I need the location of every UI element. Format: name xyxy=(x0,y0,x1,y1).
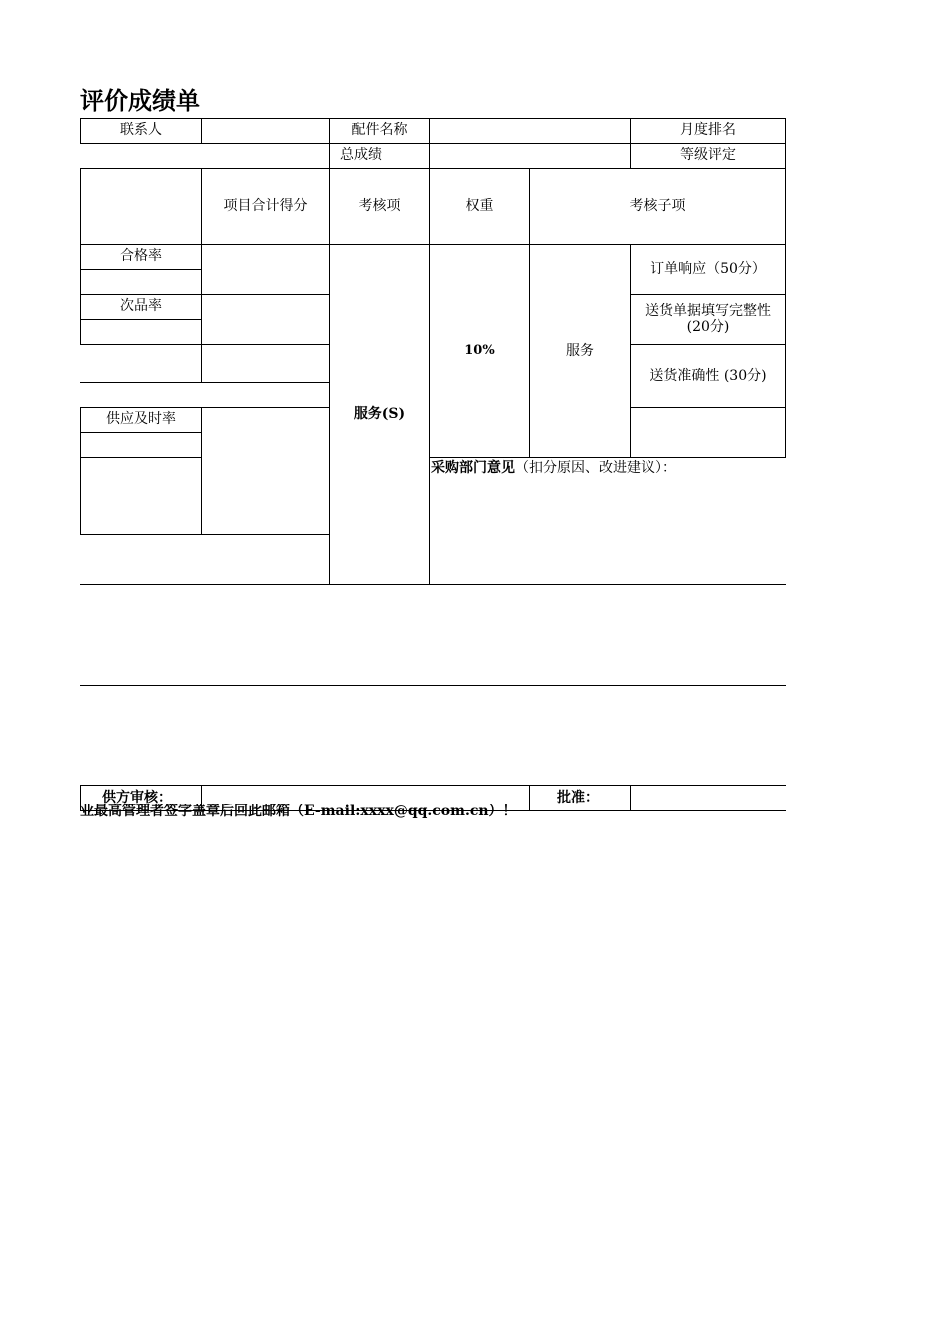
supplier-review-label: 供方审核： xyxy=(102,790,172,806)
supply-timeliness-field[interactable] xyxy=(81,433,201,457)
monthly-rank-label: 月度排名 xyxy=(680,122,736,138)
sub-item-delivery-doc: 送货单据填写完整性 xyxy=(645,303,771,319)
pass-rate-field[interactable] xyxy=(81,270,201,294)
supply-timeliness-label: 供应及时率 xyxy=(106,411,176,427)
sub-item-blank-field[interactable] xyxy=(631,408,785,457)
pass-rate-label: 合格率 xyxy=(120,248,162,264)
opinion-textarea[interactable] xyxy=(430,478,786,584)
defect-rate-label: 次品率 xyxy=(120,298,162,314)
footer-note-clip xyxy=(80,804,517,818)
assessment-item-header: 考核项 xyxy=(358,198,401,214)
service-category: 服务 xyxy=(566,343,594,359)
opinion-heading xyxy=(431,460,676,476)
contact-label: 联系人 xyxy=(120,122,162,138)
footer-note: 业最高管理者签字盖章后回此邮箱（E-mail:xxxx@qq.com.cn）！ xyxy=(80,804,517,818)
sub-item-delivery-accuracy: 送货准确性 (30分) xyxy=(649,368,767,384)
sub-item-delivery-doc-score: (20分) xyxy=(686,319,730,335)
service-item: 服务(S) xyxy=(353,406,406,422)
total-score-label: 总成绩 xyxy=(340,147,382,163)
grade-label: 等级评定 xyxy=(680,147,736,163)
contact-field[interactable] xyxy=(202,119,329,143)
part-name-field[interactable] xyxy=(430,119,630,143)
total-score-field[interactable] xyxy=(430,144,630,168)
sub-item-header: 考核子项 xyxy=(629,198,686,214)
weight-header: 权重 xyxy=(465,198,494,214)
opinion-label: 采购部门意见 xyxy=(431,460,515,476)
defect-rate-field[interactable] xyxy=(81,320,201,344)
approve-field[interactable] xyxy=(631,786,786,810)
approve-label: 批准： xyxy=(557,790,599,806)
sub-item-order-response: 订单响应（50分） xyxy=(650,261,766,277)
page-title: 评价成绩单 xyxy=(80,87,200,115)
item-total-header: 项目合计得分 xyxy=(223,198,308,214)
service-weight: 10% xyxy=(464,343,495,358)
opinion-hint: （扣分原因、改进建议）： xyxy=(515,460,676,476)
part-name-label: 配件名称 xyxy=(351,122,408,138)
